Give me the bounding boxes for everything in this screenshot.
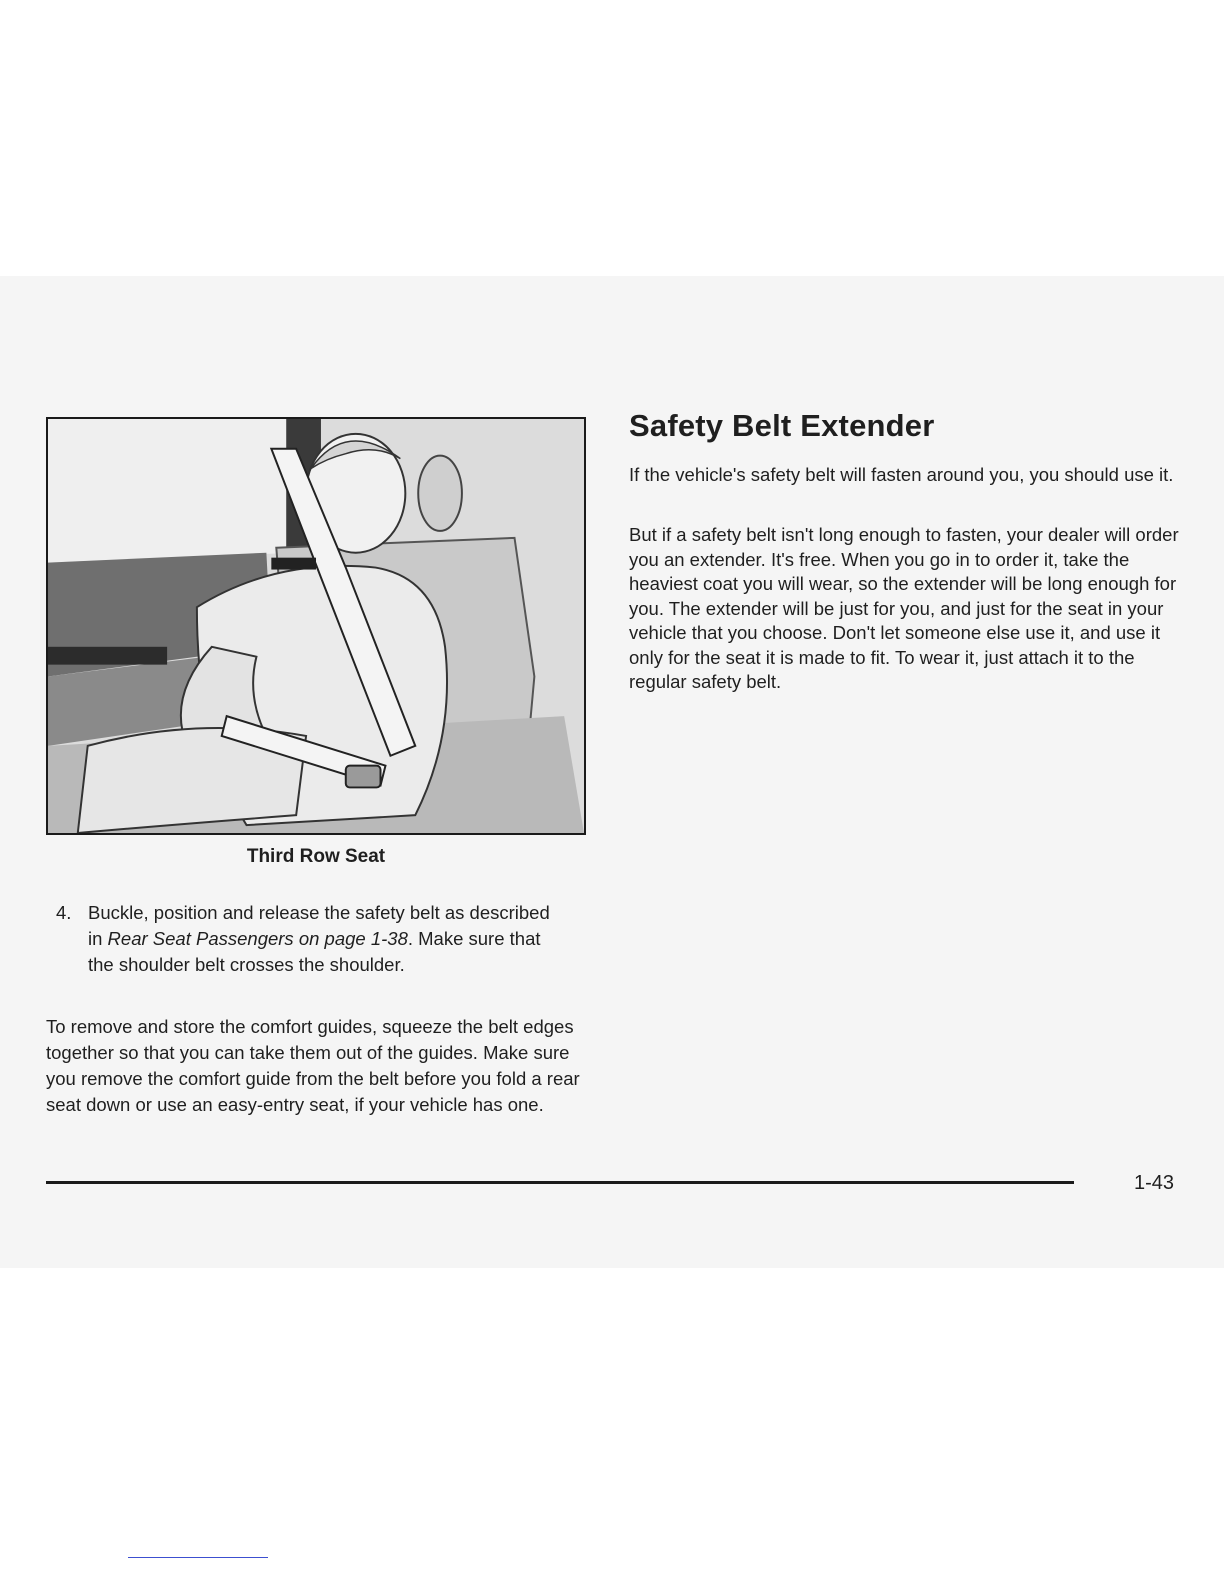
cross-reference-link[interactable]: Rear Seat Passengers on page 1-38: [107, 928, 408, 949]
section-heading: Safety Belt Extender: [629, 408, 935, 443]
step-text-start: Buckle, position and release the safety belt as described in: [88, 902, 550, 949]
step-text: [56, 900, 566, 978]
headrest: [418, 456, 462, 531]
page-number: 1-43: [1134, 1172, 1175, 1194]
extender-paragraph-1: If the vehicle's safety belt will fasten around you, you should use it.: [629, 464, 1174, 485]
step-text-end: . Make sure that the shoulder belt crosses the shoulder.: [88, 928, 541, 975]
footer-rule: [46, 1181, 1074, 1184]
belt-buckle: [346, 766, 381, 788]
bottom-divider: [128, 1557, 268, 1558]
third-row-seat-illustration: [46, 417, 586, 835]
instruction-step-4: [56, 900, 566, 978]
comfort-guide: [271, 558, 316, 570]
window-shape: [48, 419, 296, 563]
step-number: 4.: [56, 902, 72, 923]
figure-caption: Third Row Seat: [246, 846, 386, 867]
extender-paragraph-2: But if a safety belt isn't long enough to fasten, your dealer will order you an extender. It's free. When you go in to order it, take the heaviest coat you will wear, so the extender will be long enough for you. The extender will be just for you, and just for the seat in your vehicle that you choose. Don't let someone else use it, and use it only for the seat it is made to fit. To wear it, just attach it to the regular safety belt.: [629, 524, 1179, 692]
comfort-guide-paragraph: To remove and store the comfort guides, squeeze the belt edges together so that you can take them out of the guides. Make sure you remove the comfort guide from the belt before you fold a rear seat down or use an easy-entry seat, if your vehicle has one.: [46, 1016, 580, 1115]
child-in-seat-drawing: [48, 419, 584, 833]
